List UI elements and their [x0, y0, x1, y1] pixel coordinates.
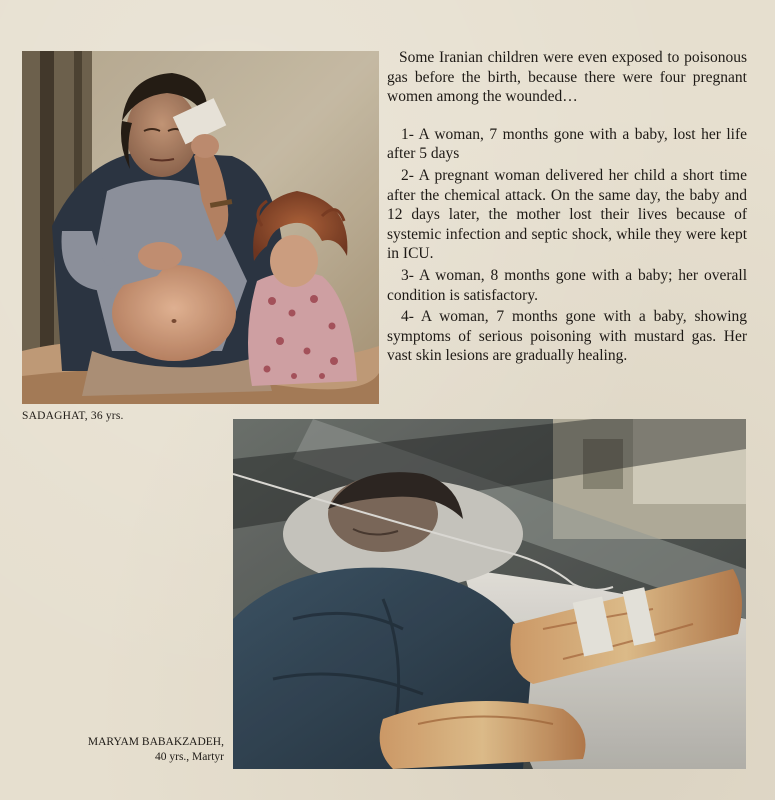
case-2: 2- A pregnant woman delivered her child a short time after the chemical attack. On the same day, the baby and 12 days later, the mother lost their lives because of systemic infection and septic shock, while they were kept in ICU. — [387, 166, 747, 263]
intro-paragraph: Some Iranian children were even exposed to poisonous gas before the birth, because there were four pregnant women among the wounded… — [387, 49, 747, 106]
photo-sadaghat-image — [22, 51, 379, 404]
caption-sadaghat-age: 36 yrs. — [90, 410, 124, 422]
case-4: 4- A woman, 7 months gone with a baby, showing symptoms of serious poisoning with mustard gas. Her vast skin lesions are gradually healing. — [387, 308, 747, 365]
caption-sadaghat — [22, 410, 124, 422]
caption-maryam-name: MARYAM BABAKZADEH, — [87, 736, 224, 748]
photo-sadaghat — [22, 51, 379, 404]
photo-maryam-image — [233, 419, 746, 769]
caption-maryam-detail: 40 yrs., Martyr — [155, 751, 224, 763]
photo-maryam — [233, 419, 746, 769]
caption-maryam — [22, 735, 224, 765]
case-1: 1- A woman, 7 months gone with a baby, lost her life after 5 days — [387, 125, 747, 163]
caption-sadaghat-name: SADAGHAT, — [22, 410, 88, 422]
article-text — [387, 48, 747, 368]
case-3: 3- A woman, 8 months gone with a baby; her overall condition is satisfactory. — [387, 266, 747, 304]
